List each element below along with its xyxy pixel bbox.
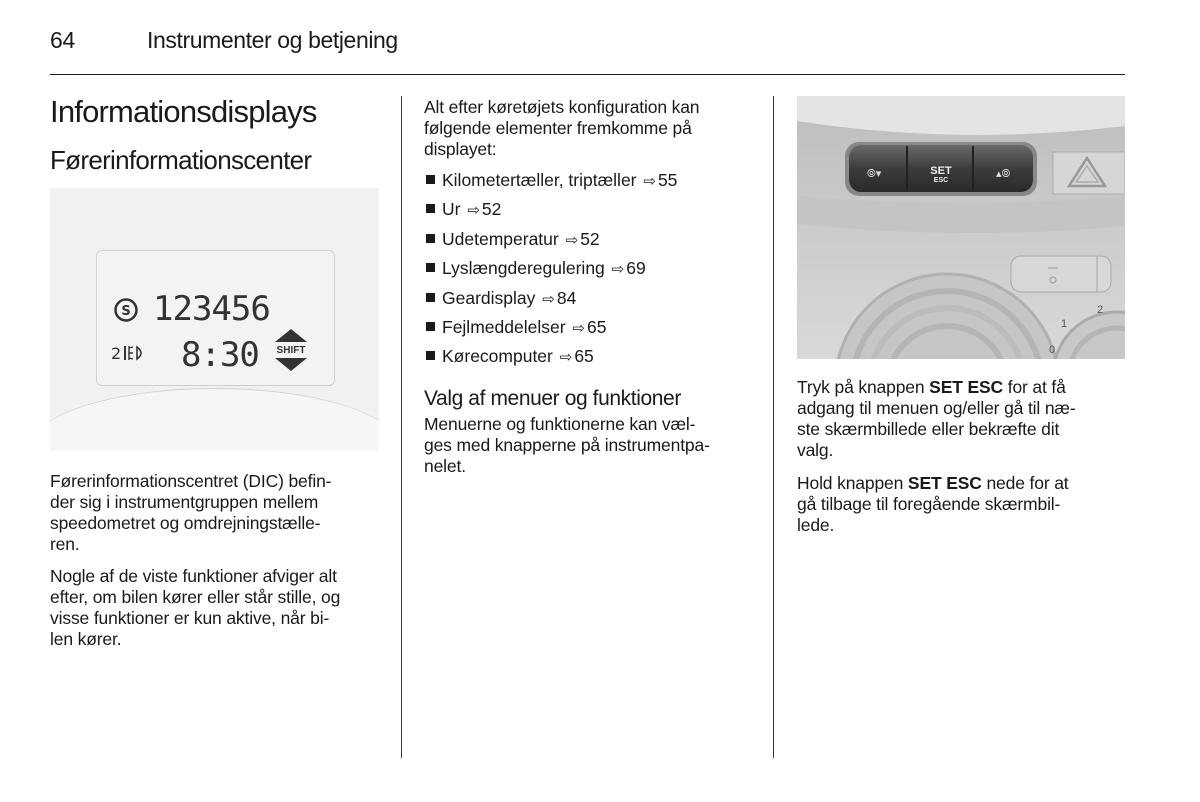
list-item [424,317,677,346]
dic-description [50,471,331,555]
list-item [424,170,677,199]
text-line: gå tilbage til foregående skærmbil- [797,494,1061,514]
odometer-readout: 123456 [153,289,270,329]
function-note [50,566,340,650]
page-reference[interactable]: 55 [657,170,678,190]
page-reference-arrow-icon: ⇨ [467,202,480,220]
text-line [797,473,1069,494]
dic-display-illustration [50,188,379,451]
page-reference[interactable]: 65 [574,346,594,367]
set-esc-press-instructions [797,377,1076,461]
item-text: Geardisplay [442,287,536,308]
dashboard-curve [50,388,379,451]
text-line: Nogle af de viste funktioner afviger alt [50,566,337,586]
shift-label: SHIFT [276,345,306,356]
display-elements-list [424,170,677,376]
list-item [424,258,677,287]
text-line: nelet. [424,456,466,476]
clock-readout: 8:30 [181,335,259,375]
page-reference-arrow-icon: ⇨ [611,261,625,279]
page-reference-arrow-icon: ⇨ [565,231,579,249]
headlight-range-icon [111,343,147,363]
section-heading: Informationsdisplays [50,94,317,129]
button-name: SET ESC [929,377,1004,397]
text-span: Hold knappen [797,473,908,493]
column-divider-1 [401,96,402,758]
dial-marker-1: 1 [1061,318,1068,330]
menu-description [424,414,710,477]
text-line: speedometret og omdrejningstælle- [50,513,321,533]
svg-text:▴⦾: ▴⦾ [996,167,1011,180]
set-label: SET [930,165,952,177]
column-divider-2 [773,96,774,758]
text-line: ges med knapperne på instrumentpa- [424,435,710,455]
menu-section-heading: Valg af menuer og funktioner [424,387,681,410]
page-reference[interactable]: 69 [626,258,646,279]
set-esc-button-label [929,166,953,186]
esc-label: ESC [933,177,949,184]
instrument-panel-buttons-photo [797,96,1125,359]
panel-photo-graphic [797,96,1125,359]
text-line: lede. [797,515,835,535]
item-text: Ur [442,199,461,220]
svg-text:⦾▾: ⦾▾ [867,167,882,180]
chapter-title: Instrumenter og betjening [147,27,398,53]
page-number: 64 [50,27,75,53]
display-intro [424,97,699,160]
list-item [424,288,677,317]
text-line: displayet: [424,139,497,159]
page-reference-arrow-icon: ⇨ [559,349,573,367]
text-line: Menuerne og funktionerne kan væl- [424,414,696,434]
text-line: valg. [797,440,834,460]
text-line [797,377,1076,398]
text-line: efter, om bilen kører eller står stille, og [50,587,341,607]
page-reference-arrow-icon: ⇨ [643,173,656,190]
list-item [424,346,677,375]
item-text: Udetemperatur [442,228,559,249]
svg-text:S: S [121,304,131,319]
dial-marker-2: 2 [1097,304,1104,316]
header-divider [50,74,1125,75]
list-item [424,229,677,258]
text-span: for at få [1003,377,1066,397]
item-text: Fejlmeddelelser [442,316,566,337]
page-reference-arrow-icon: ⇨ [542,290,555,308]
item-text: Lyslængderegulering [442,258,605,279]
text-line: adgang til menuen og/eller gå til næ- [797,398,1076,418]
page-reference[interactable]: 65 [586,316,607,337]
svg-text:2: 2 [111,344,122,363]
dial-marker-0: 0 [1049,344,1056,356]
text-line: Alt efter køretøjets konfiguration kan [424,97,700,117]
service-icon [113,297,139,323]
subsection-heading: Førerinformationscenter [50,145,312,175]
set-esc-hold-instructions [797,473,1069,536]
button-name: SET ESC [907,473,982,493]
list-item [424,199,677,228]
page-reference-arrow-icon: ⇨ [572,319,585,337]
text-span: Tryk på knappen [797,377,930,397]
text-line: ste skærmbillede eller bekræfte dit [797,419,1060,439]
page-reference[interactable]: 52 [580,228,600,249]
text-line: visse funktioner er kun aktive, når bi- [50,608,330,628]
text-line: Førerinformationscentret (DIC) befin- [50,471,332,491]
text-span: nede for at [981,473,1069,493]
text-line: der sig i instrumentgruppen mellem [50,492,319,512]
text-line: ren. [50,534,80,554]
dic-screen [96,250,335,386]
item-text: Kilometertæller, triptæller [442,170,637,190]
item-text: Kørecomputer [442,346,553,367]
text-line: følgende elementer fremkomme på [424,118,692,138]
text-line: len kører. [50,629,122,649]
page-reference[interactable]: 84 [556,287,577,308]
page-reference[interactable]: 52 [481,199,502,220]
